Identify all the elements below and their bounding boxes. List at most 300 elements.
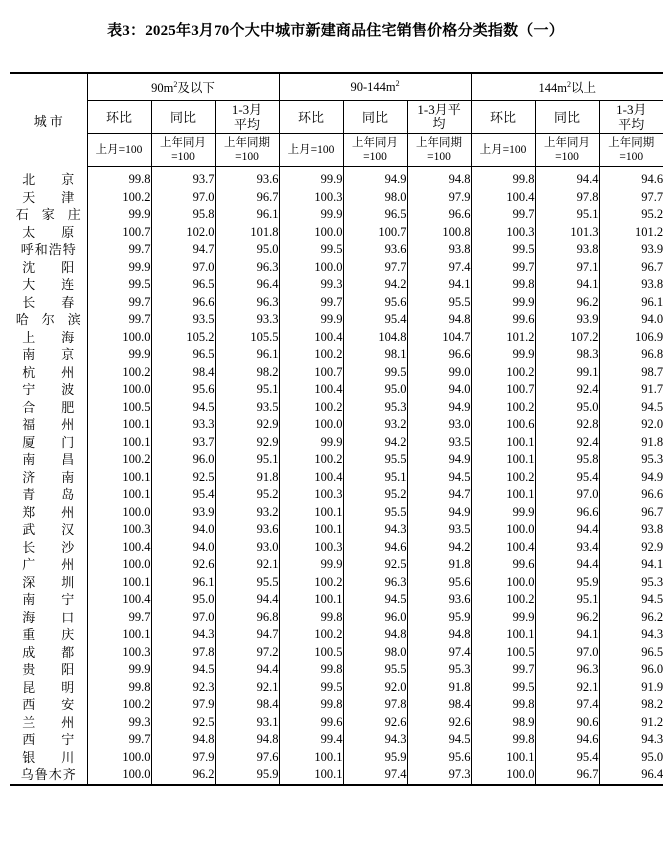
city-name-cell: 长沙: [22, 539, 101, 555]
value-cell: 99.9: [279, 206, 343, 224]
value-cell: 94.7: [407, 486, 471, 504]
value-cell: 99.5: [279, 679, 343, 697]
value-cell: 99.8: [471, 171, 535, 189]
value-cell: 99.9: [279, 311, 343, 329]
header-group-90-144: $90-144m^2$: [279, 73, 471, 101]
value-cell: 92.5: [343, 556, 407, 574]
value-cell: 92.3: [151, 679, 215, 697]
value-cell: 96.8: [599, 346, 663, 364]
value-cell: 95.5: [215, 574, 279, 592]
page-title: 表3：2025年3月70个大中城市新建商品住宅销售价格分类指数（一）: [107, 23, 564, 39]
table-row: [10, 556, 663, 574]
value-cell: 96.1: [599, 294, 663, 312]
city-name-cell: 上海: [22, 329, 101, 345]
value-cell: 96.5: [343, 206, 407, 224]
city-name-cell: 西安: [22, 697, 101, 712]
value-cell: 100.3: [87, 644, 151, 662]
header-measure-row: [10, 101, 663, 134]
value-cell: 92.6: [343, 714, 407, 732]
table-row: [10, 696, 663, 714]
value-cell: 93.5: [151, 311, 215, 329]
value-cell: 92.5: [151, 469, 215, 487]
table-row: [10, 661, 663, 679]
value-cell: 97.4: [407, 644, 471, 662]
value-cell: 97.7: [343, 259, 407, 277]
header-basis-avg-1: 上年同期 =100: [215, 134, 279, 167]
value-cell: 95.6: [407, 749, 471, 767]
value-cell: 100.1: [279, 749, 343, 767]
value-cell: 94.5: [599, 399, 663, 417]
value-cell: 95.4: [535, 469, 599, 487]
value-cell: 94.4: [535, 556, 599, 574]
header-measure-mom-3: 环比: [471, 101, 535, 134]
value-cell: 99.9: [471, 294, 535, 312]
value-cell: 94.8: [343, 626, 407, 644]
header-measure-mom-2: 环比: [279, 101, 343, 134]
table-row: [10, 364, 663, 382]
value-cell: 95.2: [343, 486, 407, 504]
value-cell: 100.4: [279, 469, 343, 487]
value-cell: 97.8: [535, 189, 599, 207]
table-row: [10, 451, 663, 469]
value-cell: 98.4: [151, 364, 215, 382]
value-cell: 106.9: [599, 329, 663, 347]
value-cell: 101.8: [215, 224, 279, 242]
value-cell: 95.8: [151, 206, 215, 224]
value-cell: 96.6: [407, 206, 471, 224]
value-cell: 91.8: [407, 556, 471, 574]
value-cell: 100.2: [471, 399, 535, 417]
value-cell: 100.2: [471, 469, 535, 487]
value-cell: 96.1: [215, 346, 279, 364]
value-cell: 100.2: [87, 189, 151, 207]
value-cell: 91.8: [599, 434, 663, 452]
value-cell: 90.6: [535, 714, 599, 732]
value-cell: 95.6: [407, 574, 471, 592]
value-cell: 98.7: [599, 364, 663, 382]
value-cell: 100.1: [471, 626, 535, 644]
header-measure-avg-3: 1-3月 平均: [599, 101, 663, 134]
value-cell: 94.4: [535, 171, 599, 189]
table-row: [10, 399, 663, 417]
header-measure-mom-1: 环比: [87, 101, 151, 134]
value-cell: 94.0: [151, 521, 215, 539]
city-name-cell: 厦门: [22, 434, 101, 450]
value-cell: 100.1: [471, 749, 535, 767]
value-cell: 92.9: [215, 416, 279, 434]
value-cell: 94.0: [407, 381, 471, 399]
value-cell: 94.5: [407, 469, 471, 487]
value-cell: 100.2: [279, 451, 343, 469]
header-group-90-and-below: $90m^2$及以下: [87, 73, 279, 101]
value-cell: 94.1: [407, 276, 471, 294]
value-cell: 93.3: [215, 311, 279, 329]
table-row: [10, 276, 663, 294]
value-cell: 99.9: [471, 609, 535, 627]
value-cell: 101.3: [535, 224, 599, 242]
city-name-cell: 银川: [22, 749, 101, 765]
value-cell: 95.5: [343, 451, 407, 469]
value-cell: 100.2: [279, 574, 343, 592]
value-cell: 98.9: [471, 714, 535, 732]
value-cell: 95.9: [215, 766, 279, 785]
table-row: [10, 486, 663, 504]
value-cell: 96.7: [215, 189, 279, 207]
value-cell: 95.5: [407, 294, 471, 312]
city-name-cell: 杭州: [22, 364, 101, 380]
value-cell: 96.4: [215, 276, 279, 294]
value-cell: 100.2: [471, 364, 535, 382]
value-cell: 92.1: [535, 679, 599, 697]
value-cell: 100.3: [87, 521, 151, 539]
value-cell: 99.3: [87, 714, 151, 732]
value-cell: 100.2: [471, 591, 535, 609]
city-name-cell: 哈尔滨: [15, 312, 94, 327]
value-cell: 94.1: [535, 626, 599, 644]
value-cell: 96.0: [599, 661, 663, 679]
value-cell: 92.4: [535, 434, 599, 452]
city-name-cell: 郑州: [22, 504, 101, 520]
value-cell: 99.9: [87, 346, 151, 364]
value-cell: 100.4: [279, 381, 343, 399]
value-cell: 96.5: [151, 346, 215, 364]
value-cell: 92.9: [215, 434, 279, 452]
table-row: [10, 504, 663, 522]
city-name-cell: 昆明: [22, 679, 101, 695]
city-name-cell: 石家庄: [15, 207, 94, 222]
value-cell: 94.6: [599, 171, 663, 189]
value-cell: 99.5: [471, 241, 535, 259]
value-cell: 97.4: [535, 696, 599, 714]
value-cell: 93.5: [407, 521, 471, 539]
value-cell: 99.9: [471, 504, 535, 522]
header-basis-avg-2: 上年同期 =100: [407, 134, 471, 167]
value-cell: 100.0: [87, 381, 151, 399]
value-cell: 94.4: [535, 521, 599, 539]
value-cell: 94.5: [151, 661, 215, 679]
value-cell: 99.9: [87, 206, 151, 224]
value-cell: 94.7: [151, 241, 215, 259]
value-cell: 98.2: [599, 696, 663, 714]
value-cell: 95.3: [407, 661, 471, 679]
value-cell: 96.7: [535, 766, 599, 785]
table-row: [10, 609, 663, 627]
value-cell: 95.0: [599, 749, 663, 767]
value-cell: 94.9: [407, 399, 471, 417]
value-cell: 96.3: [215, 294, 279, 312]
value-cell: 99.8: [87, 679, 151, 697]
city-name-cell: 济南: [22, 469, 101, 485]
value-cell: 94.8: [215, 731, 279, 749]
value-cell: 100.0: [279, 416, 343, 434]
value-cell: 99.8: [471, 731, 535, 749]
value-cell: 97.7: [599, 189, 663, 207]
header-city-cell: 城市: [10, 73, 87, 167]
value-cell: 100.3: [279, 189, 343, 207]
header-basis-yoy-3: 上年同月 =100: [535, 134, 599, 167]
value-cell: 97.3: [407, 766, 471, 785]
value-cell: 92.8: [535, 416, 599, 434]
value-cell: 94.5: [407, 731, 471, 749]
table-row: [10, 346, 663, 364]
value-cell: 97.0: [151, 189, 215, 207]
value-cell: 99.5: [343, 364, 407, 382]
value-cell: 93.8: [599, 521, 663, 539]
value-cell: 91.9: [599, 679, 663, 697]
header-basis-yoy-1: 上年同月 =100: [151, 134, 215, 167]
value-cell: 94.8: [407, 626, 471, 644]
city-name-cell: 深圳: [22, 574, 101, 590]
value-cell: 96.5: [151, 276, 215, 294]
value-cell: 97.0: [535, 486, 599, 504]
table-row: [10, 539, 663, 557]
header-basis-yoy-2: 上年同月 =100: [343, 134, 407, 167]
value-cell: 99.7: [87, 731, 151, 749]
value-cell: 96.7: [599, 504, 663, 522]
value-cell: 99.7: [87, 311, 151, 329]
value-cell: 96.0: [151, 451, 215, 469]
value-cell: 99.3: [279, 276, 343, 294]
value-cell: 96.2: [535, 609, 599, 627]
value-cell: 100.7: [279, 364, 343, 382]
value-cell: 94.8: [407, 171, 471, 189]
header-group-row: [10, 73, 663, 101]
city-name-cell: 海口: [22, 609, 101, 625]
value-cell: 93.6: [343, 241, 407, 259]
value-cell: 98.2: [215, 364, 279, 382]
city-name-cell: 南昌: [22, 452, 101, 467]
value-cell: 98.4: [215, 696, 279, 714]
value-cell: 91.8: [407, 679, 471, 697]
value-cell: 100.0: [471, 574, 535, 592]
value-cell: 94.3: [151, 626, 215, 644]
value-cell: 96.1: [215, 206, 279, 224]
table-row: [10, 714, 663, 732]
value-cell: 92.0: [599, 416, 663, 434]
value-cell: 99.8: [279, 661, 343, 679]
value-cell: 99.8: [87, 171, 151, 189]
value-cell: 99.7: [87, 294, 151, 312]
value-cell: 93.5: [407, 434, 471, 452]
value-cell: 94.5: [343, 591, 407, 609]
value-cell: 99.5: [87, 276, 151, 294]
city-name-cell: 大连: [22, 277, 101, 292]
value-cell: 99.9: [279, 171, 343, 189]
value-cell: 99.9: [87, 259, 151, 277]
city-name-cell: 西宁: [22, 732, 101, 747]
value-cell: 100.1: [87, 626, 151, 644]
value-cell: 99.1: [535, 364, 599, 382]
value-cell: 98.1: [343, 346, 407, 364]
value-cell: 97.0: [535, 644, 599, 662]
value-cell: 93.6: [215, 521, 279, 539]
value-cell: 99.8: [279, 609, 343, 627]
value-cell: 107.2: [535, 329, 599, 347]
value-cell: 99.9: [87, 661, 151, 679]
city-name-cell: 宁波: [22, 382, 101, 397]
value-cell: 95.3: [343, 399, 407, 417]
header-basis-mom-1: 上月=100: [87, 134, 151, 167]
value-cell: 93.4: [535, 539, 599, 557]
value-cell: 102.0: [151, 224, 215, 242]
value-cell: 97.1: [535, 259, 599, 277]
value-cell: 101.2: [471, 329, 535, 347]
city-name-cell: 兰州: [22, 714, 101, 730]
value-cell: 97.9: [151, 696, 215, 714]
value-cell: 94.8: [407, 311, 471, 329]
value-cell: 100.2: [87, 451, 151, 469]
value-cell: 100.1: [87, 469, 151, 487]
table-row: [10, 749, 663, 767]
value-cell: 95.3: [599, 574, 663, 592]
city-name-cell: 武汉: [22, 522, 101, 537]
value-cell: 91.8: [215, 469, 279, 487]
value-cell: 100.1: [279, 521, 343, 539]
value-cell: 100.1: [471, 451, 535, 469]
value-cell: 99.6: [279, 714, 343, 732]
value-cell: 94.8: [151, 731, 215, 749]
table-row: [10, 469, 663, 487]
city-name-cell: 重庆: [22, 627, 101, 642]
table-row: [10, 259, 663, 277]
table-row: [10, 626, 663, 644]
value-cell: 100.3: [279, 539, 343, 557]
value-cell: 100.3: [279, 486, 343, 504]
value-cell: 98.0: [343, 189, 407, 207]
value-cell: 92.1: [215, 556, 279, 574]
value-cell: 95.1: [535, 206, 599, 224]
city-name-cell: 南京: [22, 347, 101, 362]
value-cell: 104.7: [407, 329, 471, 347]
value-cell: 100.5: [87, 399, 151, 417]
value-cell: 100.3: [471, 224, 535, 242]
value-cell: 100.7: [343, 224, 407, 242]
header-measure-yoy-2: 同比: [343, 101, 407, 134]
value-cell: 100.6: [471, 416, 535, 434]
table-body: [10, 167, 663, 785]
value-cell: 96.3: [343, 574, 407, 592]
city-name-cell: 青岛: [22, 487, 101, 502]
value-cell: 99.8: [471, 696, 535, 714]
value-cell: 94.9: [599, 469, 663, 487]
value-cell: 92.0: [343, 679, 407, 697]
value-cell: 93.2: [343, 416, 407, 434]
header-measure-yoy-3: 同比: [535, 101, 599, 134]
value-cell: 95.4: [151, 486, 215, 504]
value-cell: 99.9: [279, 556, 343, 574]
table-row: [10, 591, 663, 609]
value-cell: 99.0: [407, 364, 471, 382]
value-cell: 100.1: [279, 504, 343, 522]
value-cell: 95.9: [407, 609, 471, 627]
value-cell: 100.0: [87, 766, 151, 785]
city-name-cell: 呼和浩特: [20, 242, 77, 257]
value-cell: 100.1: [87, 434, 151, 452]
header-measure-avg-1: 1-3月 平均: [215, 101, 279, 134]
value-cell: 99.7: [471, 206, 535, 224]
value-cell: 100.0: [87, 556, 151, 574]
value-cell: 91.2: [599, 714, 663, 732]
table-row: [10, 679, 663, 697]
value-cell: 97.0: [151, 259, 215, 277]
value-cell: 96.6: [599, 486, 663, 504]
table-row: [10, 521, 663, 539]
value-cell: 94.0: [599, 311, 663, 329]
value-cell: 93.7: [151, 171, 215, 189]
value-cell: 99.8: [471, 276, 535, 294]
value-cell: 100.4: [87, 591, 151, 609]
value-cell: 96.3: [535, 661, 599, 679]
header-group-144-and-above: $144m^2$以上: [471, 73, 663, 101]
value-cell: 100.2: [87, 696, 151, 714]
city-name-cell: 贵阳: [22, 662, 101, 677]
value-cell: 100.7: [87, 224, 151, 242]
value-cell: 99.7: [87, 609, 151, 627]
value-cell: 97.0: [151, 609, 215, 627]
city-name-cell: 乌鲁木齐: [10, 766, 87, 785]
value-cell: 96.3: [215, 259, 279, 277]
value-cell: 99.9: [471, 346, 535, 364]
city-name-cell: 太原: [22, 224, 101, 240]
value-cell: 99.7: [471, 661, 535, 679]
value-cell: 95.8: [535, 451, 599, 469]
value-cell: 95.1: [343, 469, 407, 487]
table-header: [10, 73, 663, 167]
value-cell: 100.4: [471, 189, 535, 207]
value-cell: 92.6: [151, 556, 215, 574]
value-cell: 95.9: [535, 574, 599, 592]
table-row: [10, 241, 663, 259]
value-cell: 95.0: [535, 399, 599, 417]
value-cell: 100.7: [471, 381, 535, 399]
value-cell: 95.6: [151, 381, 215, 399]
value-cell: 94.1: [599, 556, 663, 574]
value-cell: 99.6: [471, 311, 535, 329]
value-cell: 93.0: [215, 539, 279, 557]
value-cell: 100.0: [471, 766, 535, 785]
header-measure-avg-2: 1-3月平 均: [407, 101, 471, 134]
value-cell: 95.5: [343, 661, 407, 679]
table-row: [10, 189, 663, 207]
value-cell: 93.7: [151, 434, 215, 452]
header-basis-mom-3: 上月=100: [471, 134, 535, 167]
value-cell: 100.0: [279, 224, 343, 242]
value-cell: 94.0: [151, 539, 215, 557]
value-cell: 100.5: [279, 644, 343, 662]
value-cell: 100.4: [279, 329, 343, 347]
value-cell: 99.9: [279, 434, 343, 452]
table-row: [10, 574, 663, 592]
value-cell: 95.2: [215, 486, 279, 504]
value-cell: 97.8: [151, 644, 215, 662]
value-cell: 93.9: [151, 504, 215, 522]
value-cell: 96.6: [407, 346, 471, 364]
header-measure-yoy-1: 同比: [151, 101, 215, 134]
value-cell: 94.4: [215, 591, 279, 609]
value-cell: 97.6: [215, 749, 279, 767]
value-cell: 93.2: [215, 504, 279, 522]
price-index-table: [10, 72, 663, 786]
value-cell: 94.9: [343, 171, 407, 189]
value-cell: 99.7: [471, 259, 535, 277]
value-cell: 97.8: [343, 696, 407, 714]
table-row: [10, 644, 663, 662]
value-cell: 94.9: [407, 451, 471, 469]
value-cell: 94.7: [215, 626, 279, 644]
value-cell: 94.3: [343, 521, 407, 539]
value-cell: 96.6: [151, 294, 215, 312]
table-row: [10, 766, 663, 785]
